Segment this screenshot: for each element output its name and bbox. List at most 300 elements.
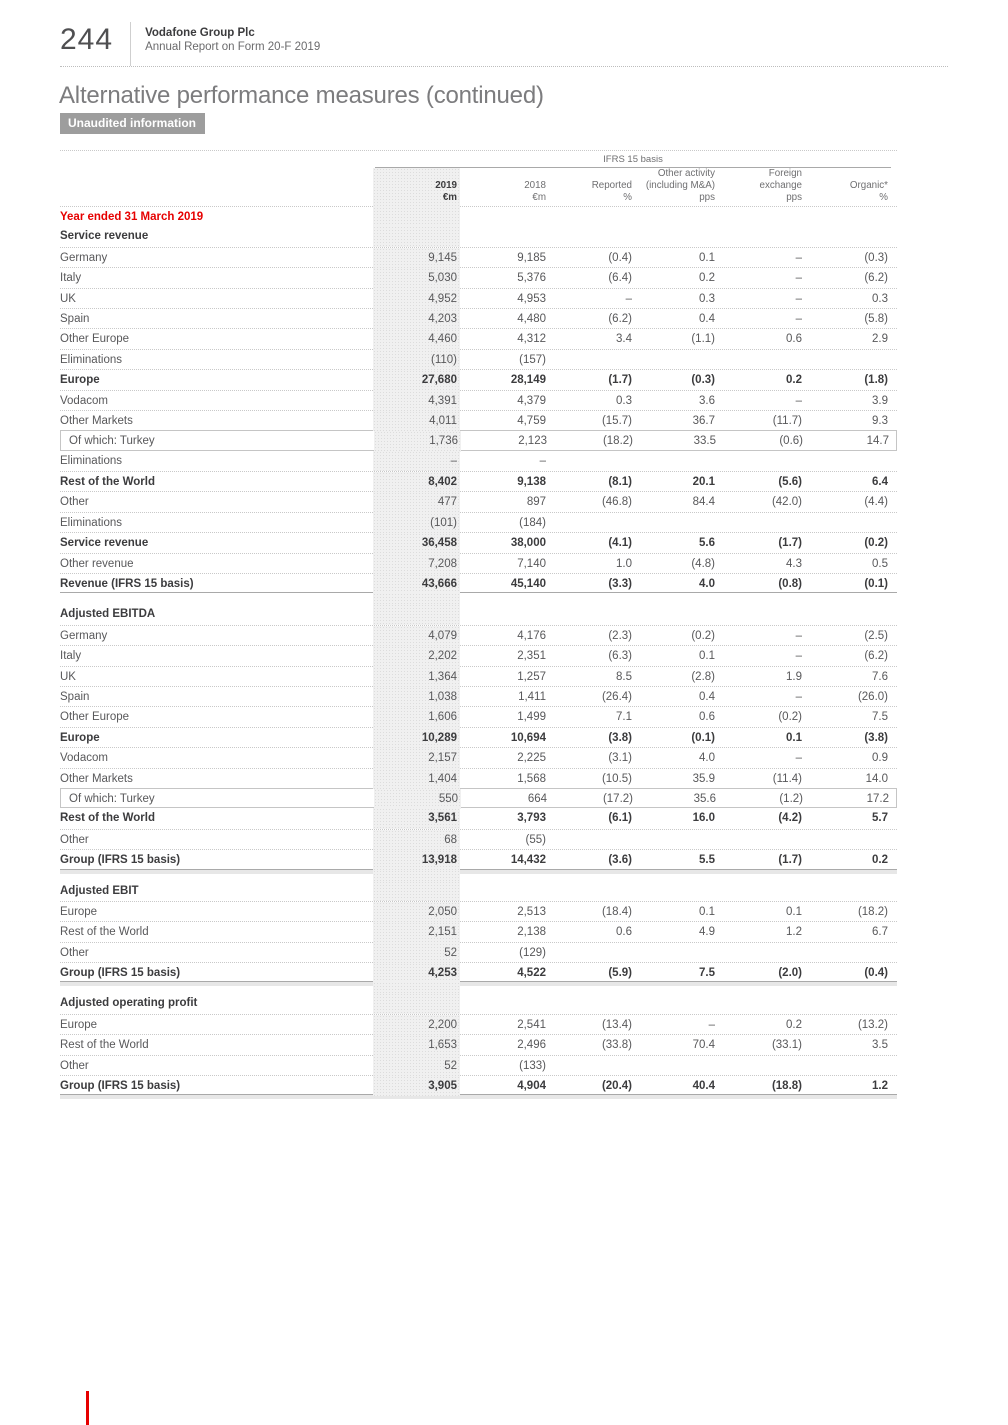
value-cell: 4,460 [373,329,460,349]
footer-red-mark [86,1391,89,1425]
value-cell [718,226,805,246]
value-cell [460,870,549,881]
value-cell [718,870,805,881]
value-cell [805,226,897,246]
value-cell [718,350,805,370]
value-cell: 36.7 [692,414,715,427]
value-cell: (6.2) [864,650,888,663]
value-cell: – [539,454,546,467]
value-cell [718,993,805,1013]
value-cell: 14.7 [866,435,889,448]
value-cell: (157) [519,353,546,366]
value-cell [635,993,718,1013]
value-cell: 1,653 [373,1035,460,1055]
value-cell [635,513,718,533]
value-cell [373,226,460,246]
value-cell: 0.2 [786,374,802,387]
value-cell: 7.5 [699,967,715,980]
column-header-line: % [879,192,888,204]
table-spacer-row [60,593,897,604]
value-cell: 14.0 [865,772,888,785]
table-row [60,921,897,941]
value-cell: 0.4 [699,690,715,703]
value-cell: 27,680 [373,370,460,390]
value-cell: 9.3 [872,414,888,427]
table-row [60,308,897,328]
value-cell: (2.0) [778,967,802,980]
row-label: Vodacom [60,394,108,407]
column-header [373,168,460,208]
column-header-line: % [623,192,632,204]
value-cell: (3.8) [608,731,632,744]
value-cell: 1,038 [373,687,460,707]
value-cell: 0.1 [786,905,802,918]
value-cell: 4,480 [517,312,546,325]
value-cell [718,513,805,533]
value-cell [549,226,635,246]
value-cell: (11.7) [772,414,802,427]
value-cell: 1,736 [374,431,461,451]
value-cell: (4.1) [608,537,632,550]
value-cell [635,604,718,624]
table-row [60,604,897,624]
value-cell: (5.6) [778,476,802,489]
value-cell [635,207,718,227]
value-cell: (6.4) [608,272,632,285]
value-cell: 5,376 [517,272,546,285]
table-row [60,532,897,552]
row-label: Europe [60,374,100,387]
value-cell [805,982,897,993]
value-cell: 2,200 [373,1015,460,1035]
value-cell: (13.2) [857,1018,888,1031]
value-cell: 84.4 [692,496,715,509]
row-label: Italy [60,650,82,663]
value-cell: 1,411 [518,690,546,703]
value-cell: 0.5 [872,557,888,570]
row-label [60,982,373,993]
row-label: Rest of the World [60,926,149,939]
value-cell: – [373,451,460,471]
value-cell: 52 [373,943,460,963]
row-label: Germany [60,629,108,642]
row-label: Group (IFRS 15 basis) [60,854,181,867]
row-label: Of which: Turkey [69,435,155,448]
column-header-line: 2019 [435,180,457,192]
value-cell: 6.7 [872,926,888,939]
value-cell: 4,952 [373,289,460,309]
row-label: Europe [60,1018,98,1031]
value-cell: (133) [519,1059,546,1072]
value-cell: 40.4 [692,1080,715,1093]
apm-table [60,150,897,1095]
column-header-line: 2018 [524,180,546,192]
table-row [60,390,897,410]
value-cell: 8,402 [373,472,460,492]
value-cell [549,513,635,533]
value-cell: (5.9) [608,967,632,980]
value-cell: 4,904 [517,1080,546,1093]
value-cell: – [795,752,802,765]
value-cell: (6.2) [864,272,888,285]
table-row [60,553,897,573]
row-label: Adjusted EBIT [60,884,139,897]
row-label: Adjusted operating profit [60,997,198,1010]
value-cell: 0.1 [786,731,802,744]
row-label: Year ended 31 March 2019 [60,211,204,223]
value-cell: 8.5 [616,670,632,683]
value-cell [805,207,897,227]
value-cell [718,593,805,604]
value-cell [460,207,549,227]
unaudited-information-badge: Unaudited information [60,113,205,134]
value-cell [718,881,805,901]
row-label: Of which: Turkey [69,792,155,805]
value-cell: 45,140 [510,578,546,591]
value-cell: 68 [373,830,460,850]
value-cell: (55) [525,833,546,846]
row-label: Service revenue [60,230,149,243]
value-cell [635,350,718,370]
value-cell: 38,000 [510,537,546,550]
value-cell [635,1056,718,1076]
value-cell [805,350,897,370]
table-row [60,727,897,747]
table-row [60,881,897,901]
value-cell: 2,496 [517,1039,546,1052]
value-cell: 4,176 [517,629,546,642]
value-cell: 4,079 [373,626,460,646]
value-cell: (6.3) [608,650,632,663]
value-cell: (15.7) [601,414,632,427]
value-cell: 9,138 [517,476,546,489]
value-cell: 3.9 [872,394,888,407]
table-row [60,1014,897,1034]
value-cell: (6.2) [608,312,632,325]
value-cell: 6.4 [872,476,888,489]
column-header-line: €m [532,192,546,204]
row-label: Italy [60,272,82,285]
value-cell: – [795,629,802,642]
column-header-line: (including M&A) [645,180,715,192]
value-cell: 2,138 [517,926,546,939]
table-row [60,573,897,593]
value-cell: (17.2) [602,792,633,805]
value-cell [549,993,635,1013]
value-cell: 1,364 [373,667,460,687]
value-cell [549,943,635,963]
value-cell: 7,208 [373,554,460,574]
value-cell [460,593,549,604]
value-cell: 1,499 [517,711,546,724]
value-cell: (8.1) [608,476,632,489]
value-cell: (0.3) [864,251,888,264]
value-cell: 2.9 [872,333,888,346]
table-row [60,267,897,287]
table-row [60,471,897,491]
value-cell [460,982,549,993]
value-cell: 4,953 [517,292,546,305]
publication-block [145,24,320,54]
row-label: Other [60,1059,89,1072]
value-cell: 7,140 [517,557,546,570]
table-row [60,206,897,226]
value-cell: 0.2 [786,1018,802,1031]
value-cell [635,982,718,993]
value-cell: (0.2) [864,537,888,550]
value-cell: – [795,272,802,285]
value-cell [549,604,635,624]
value-cell: 2,050 [373,902,460,922]
value-cell [718,451,805,471]
value-cell: 1,568 [517,772,546,785]
row-label: Other [60,833,89,846]
value-cell: 3,793 [517,812,546,825]
table-row [60,666,897,686]
row-label: Rest of the World [60,812,155,825]
value-cell [805,513,897,533]
value-cell: 5,030 [373,268,460,288]
value-cell: 5.7 [872,812,888,825]
value-cell: (26.0) [857,690,888,703]
value-cell: 4,391 [373,391,460,411]
value-cell: 5.5 [699,854,715,867]
value-cell [460,881,549,901]
value-cell: 0.2 [699,272,715,285]
value-cell [805,451,897,471]
value-cell [718,943,805,963]
row-label: Other Markets [60,414,133,427]
value-cell: 2,225 [517,752,546,765]
value-cell: (3.3) [608,578,632,591]
value-cell: 20.1 [692,476,715,489]
value-cell: 4,522 [517,967,546,980]
row-label: Europe [60,905,98,918]
column-header [460,168,549,208]
value-cell [549,1056,635,1076]
table-row [60,645,897,665]
table-row [60,288,897,308]
value-cell [549,207,635,227]
value-cell [805,593,897,604]
value-cell: 2,541 [517,1018,546,1031]
row-label: Adjusted EBITDA [60,608,156,621]
value-cell [373,870,460,881]
value-cell: (18.8) [771,1080,802,1093]
value-cell: 0.9 [872,752,888,765]
table-row [60,768,897,788]
value-cell: 35.6 [693,792,716,805]
row-label: Other revenue [60,557,134,570]
value-cell: – [795,690,802,703]
value-cell: (26.4) [601,690,632,703]
value-cell: 4,203 [373,309,460,329]
row-label: Revenue (IFRS 15 basis) [60,578,194,591]
table-row [60,512,897,532]
row-label: Other Europe [60,333,130,346]
value-cell: (5.8) [864,312,888,325]
value-cell: 3.4 [616,333,632,346]
value-cell: (4.4) [864,496,888,509]
ifrs-15-basis-header: IFRS 15 basis [375,151,891,168]
value-cell [805,943,897,963]
page-title: Alternative performance measures (continued) [59,82,544,109]
value-cell: (129) [519,946,546,959]
value-cell [718,982,805,993]
value-cell: (0.2) [691,629,715,642]
value-cell: 13,918 [373,850,460,870]
value-cell: 36,458 [373,533,460,553]
table-row [60,328,897,348]
value-cell: (18.4) [601,905,632,918]
report-title: Annual Report on Form 20-F 2019 [145,41,321,53]
value-cell: 2,351 [517,650,546,663]
value-cell: (6.1) [608,812,632,825]
value-cell: (0.3) [691,374,715,387]
value-cell: (101) [373,513,460,533]
table-row [60,247,897,267]
value-cell [635,593,718,604]
value-cell: 1,257 [517,670,546,683]
value-cell [635,881,718,901]
page-number: 244 [60,23,114,56]
page-header [60,24,320,66]
value-cell: (33.8) [601,1039,632,1052]
row-label: Vodacom [60,752,108,765]
value-cell: 4,379 [517,394,546,407]
value-cell: 2,202 [373,646,460,666]
table-row [60,808,897,828]
value-cell [635,870,718,881]
value-cell: (20.4) [601,1080,632,1093]
value-cell: 0.6 [699,711,715,724]
value-cell: 4.0 [699,578,715,591]
value-cell [460,993,549,1013]
value-cell: 2,151 [373,922,460,942]
value-cell: – [625,292,632,305]
value-cell: 3.6 [699,394,715,407]
table-row [60,901,897,921]
value-cell: 0.4 [699,312,715,325]
table-row [60,226,897,246]
row-label: Group (IFRS 15 basis) [60,967,181,980]
row-label: Group (IFRS 15 basis) [60,1080,181,1093]
row-label: UK [60,292,76,305]
value-cell: 1,404 [373,769,460,789]
value-cell: (11.4) [772,772,802,785]
row-label: Other Europe [60,711,130,724]
value-cell: – [795,251,802,264]
value-cell: 14,432 [510,854,546,867]
value-cell: 70.4 [692,1039,715,1052]
value-cell: (1.2) [779,792,803,805]
value-cell: 4,759 [517,414,546,427]
value-cell: 1.0 [616,557,632,570]
value-cell [635,226,718,246]
value-cell [549,870,635,881]
value-cell [805,830,897,850]
value-cell: (4.2) [778,812,802,825]
value-cell [373,881,460,901]
value-cell: 2,157 [373,748,460,768]
value-cell [549,593,635,604]
value-cell [549,830,635,850]
column-header-spacer [60,168,373,208]
value-cell: (0.6) [779,435,803,448]
value-cell [460,604,549,624]
value-cell: 28,149 [510,374,546,387]
value-cell: 10,289 [373,728,460,748]
value-cell: (1.7) [778,854,802,867]
table-row [60,349,897,369]
value-cell: 664 [527,792,547,805]
value-cell: 4,312 [517,333,546,346]
value-cell: 4.3 [786,557,802,570]
value-cell: (2.3) [608,629,632,642]
table-row [60,430,897,450]
row-label: Eliminations [60,516,122,529]
value-cell: 477 [373,492,460,512]
table-row [60,369,897,389]
table-row [60,410,897,430]
row-label: Rest of the World [60,1039,149,1052]
value-cell: 52 [373,1056,460,1076]
table-spacer-row [60,870,897,881]
value-cell: 1,606 [373,707,460,727]
value-cell: 7.5 [872,711,888,724]
value-cell: (0.2) [778,711,802,724]
value-cell: (3.8) [864,731,888,744]
value-cell: 43,666 [373,574,460,594]
value-cell: 550 [374,789,461,809]
value-cell: (1.7) [608,374,632,387]
value-cell: – [795,312,802,325]
value-cell: 1.9 [786,670,802,683]
table-row [60,1034,897,1054]
value-cell: (13.4) [601,1018,632,1031]
row-label: Other [60,946,89,959]
value-cell: 3,561 [373,808,460,828]
value-cell: (18.2) [857,905,888,918]
value-cell: 7.1 [616,711,632,724]
value-cell: – [795,394,802,407]
value-cell [549,350,635,370]
column-header-line: Organic* [849,180,888,192]
value-cell [549,982,635,993]
value-cell: (1.8) [864,374,888,387]
table-row [60,829,897,849]
value-cell: 0.1 [699,251,715,264]
column-header-line: Reported [591,180,632,192]
value-cell: 4.0 [699,752,715,765]
value-cell: 0.1 [699,905,715,918]
value-cell: (3.1) [608,752,632,765]
table-row [60,993,897,1013]
row-label: Rest of the World [60,476,155,489]
value-cell: 0.3 [616,394,632,407]
row-label: Germany [60,251,108,264]
row-label: Service revenue [60,537,149,550]
value-cell: (184) [519,516,546,529]
company-name: Vodafone Group Plc [145,27,255,39]
column-header [635,168,718,208]
value-cell [635,451,718,471]
table-row [60,686,897,706]
value-cell [805,881,897,901]
row-label: Eliminations [60,454,122,467]
column-header-line: pps [786,192,802,204]
column-header [805,168,897,208]
